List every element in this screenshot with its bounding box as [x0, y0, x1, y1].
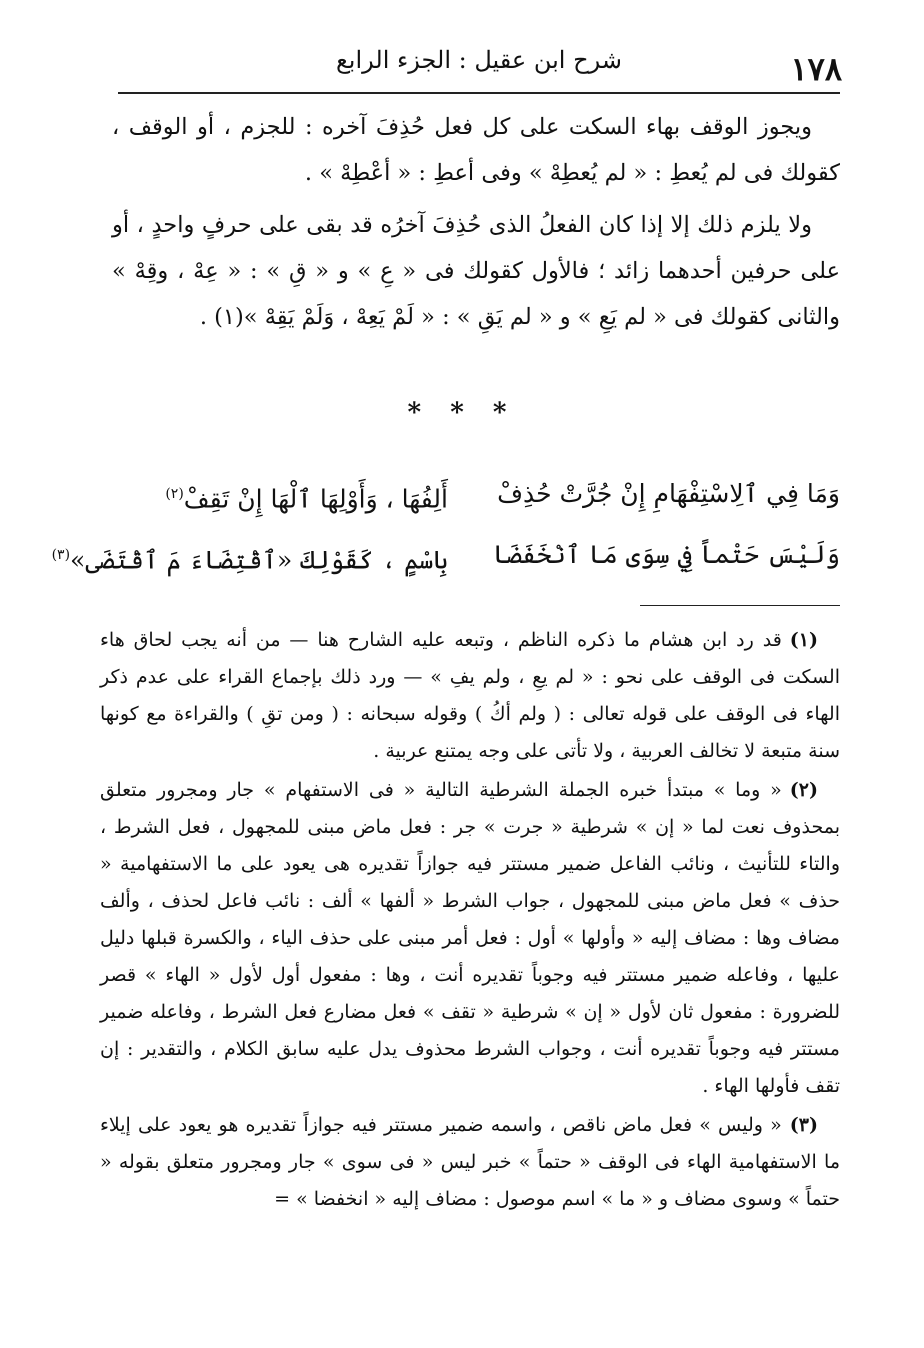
- footnote-number: (٣): [789, 1114, 818, 1136]
- verse-second-hemistich: [51, 527, 448, 588]
- footnote-divider: [640, 605, 840, 606]
- footnotes: [100, 622, 840, 1220]
- verse-first-hemistich: وَلَيْسَ حَتْماً فِي سِوَى مَا ٱنْخَفَضَا: [492, 540, 840, 570]
- verse: [112, 466, 840, 527]
- main-paragraph: ولا يلزم ذلك إلا إذا كان الفعلُ الذى حُذِفَ آخرُه قد بقى على حرفٍ واحدٍ ، أو على حرفين أحدهما زائد ؛ فالأول كقولك فى « عِ » و « قِ » : « عِهْ ، وقِهْ » والثانى كقولك فى « لم يَعِ » و « لم يَقِ » : « لَمْ يَعِهْ ، وَلَمْ يَقِهْ »(١) .: [112, 212, 840, 330]
- verse-second-hemistich: [112, 466, 448, 527]
- verse-first-hemistich: وَمَا فِي ٱلِاسْتِفْهَامِ إِنْ جُرَّتْ حُذِفْ: [497, 479, 840, 508]
- page-number: ١٧٨: [790, 50, 842, 88]
- verse: [51, 527, 840, 588]
- footnote-text: « وليس » فعل ماض ناقص ، واسمه ضمير مستتر فيه جوازاً تقديره هو يعود على إيلاء ما الاستفهامية الهاء فى الوقف « حتماً » خبر ليس « فى سوى » جار ومجرور متعلق بقوله « حتماً » وسوى مضاف و « ما » اسم موصول : مضاف إليه « انخفضا » =: [100, 1114, 840, 1210]
- footnote-ref: (٣): [51, 547, 71, 564]
- footnote: [100, 1107, 840, 1218]
- hemistich-text: أَلِفُهَا ، وَأَوْلِهَا ٱلْهَا إِنْ تَقِفْ: [183, 484, 448, 514]
- alfiyya-verses: [51, 466, 840, 589]
- main-text: [112, 104, 840, 346]
- footnote-number: (٢): [789, 779, 818, 801]
- footnote: [100, 622, 840, 770]
- footnote: [100, 772, 840, 1105]
- footnote-number: (١): [789, 629, 818, 651]
- footnote-text: « وما » مبتدأ خبره الجملة الشرطية التالية « فى الاستفهام » جار ومجرور متعلق بمحذوف نعت لما « إن » شرطية « جرت » جر : فعل ماض مبنى للمجهول ، فعل الشرط ، والتاء للتأنيث ، ونائب الفاعل ضمير مستتر فيه جوازاً تقديره هى يعود على ما الاستفهامية « حذف » فعل ماض مبنى للمجهول ، جواب الشرط « ألفها » ألف : نائب فاعل لحذف ، وألف مضاف وها : مضاف إليه « وأولها » أول : فعل أمر مبنى على حذف الياء ، والكسرة قبلها دليل عليها ، وفاعله ضمير مستتر فيه وجوباً تقديره أنت ، وها : مفعول أول لأول « الهاء » قصر للضرورة : مفعول ثان لأول « إن » شرطية « تقف » فعل مضارع فعل الشرط ، وفاعله ضمير مستتر فيه وجوباً تقديره أنت ، وجواب الشرط محذوف يدل عليه سابق الكلام ، والتقدير : إن تقف فأولها الهاء .: [100, 779, 840, 1097]
- main-paragraph: ويجوز الوقف بهاء السكت على كل فعل حُذِفَ آخره : للجزم ، أو الوقف ، كقولك فى لم يُعطِ : « لم يُعطِهْ » وفى أعطِ : « أعْطِهْ » .: [112, 114, 840, 186]
- hemistich-text: بِاسْمٍ ، كَقَوْلِكَ «ٱقْتِضَاءَ مَ ٱقْتَضَى»: [70, 545, 448, 575]
- running-title: شرح ابن عقيل : الجزء الرابع: [336, 46, 622, 74]
- footnote-ref: (٢): [165, 486, 184, 502]
- footnote-text: قد رد ابن هشام ما ذكره الناظم ، وتبعه عليه الشارح هنا — من أنه يجب لحاق هاء السكت فى الوقف على نحو : « لم يعِ ، ولم يفِ » — ورد ذلك بإجماع القراء على عدم ذكر الهاء فى الوقف على قوله تعالى : ( ولم أكُ ) وقوله سبحانه : ( ومن تقِ ) والقراءة مع كونها سنة متبعة لا تخالف العربية ، ولا تأتى على وجه يمتنع عربية .: [100, 629, 840, 762]
- section-separator: * * *: [407, 398, 517, 428]
- page-header: [118, 36, 840, 94]
